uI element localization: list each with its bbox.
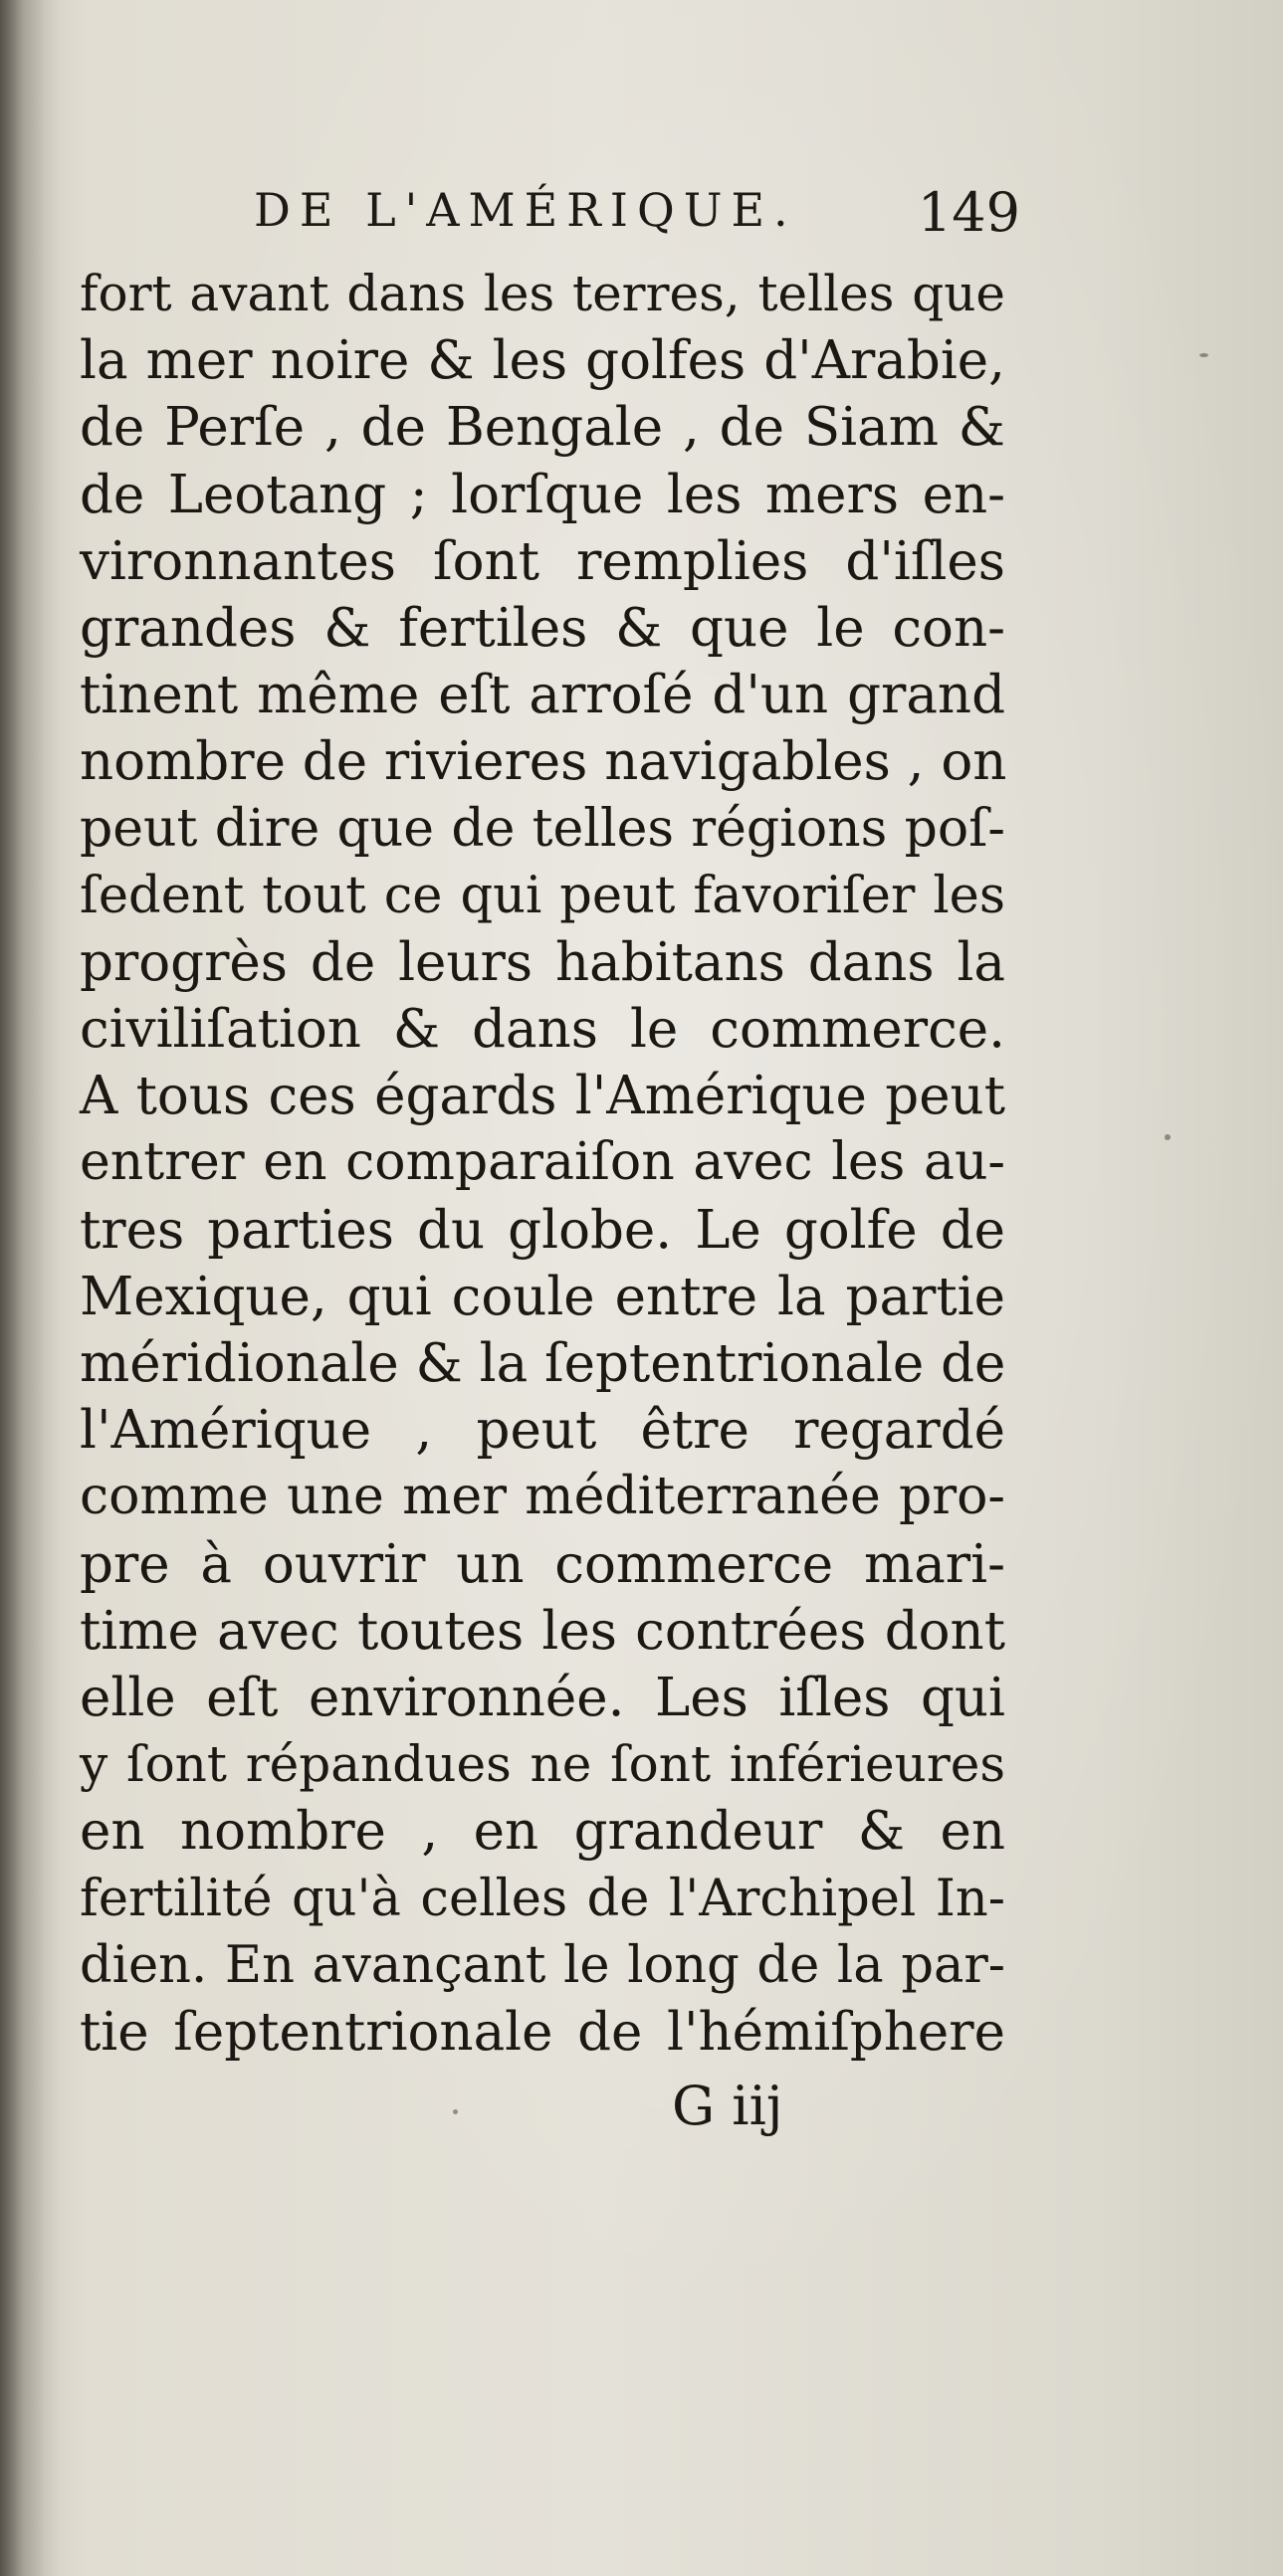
text-line: peut dire que de telles régions poſ- (80, 798, 1005, 859)
paper-speck (1199, 353, 1208, 357)
text-line: fertilité qu'à celles de l'Archipel In- (80, 1869, 1005, 1928)
text-line: nombre de rivieres navigables , on (80, 731, 1007, 793)
text-line: civiliſation & dans le commerce. (80, 999, 1005, 1061)
text-line: entrer en comparaiſon avec les au- (80, 1132, 1005, 1193)
text-line: de Leotang ; lorſque les mers en- (80, 464, 1005, 525)
paper-speck (1165, 1134, 1171, 1140)
text-line: comme une mer méditerranée pro- (80, 1467, 1005, 1527)
page-header (254, 177, 1020, 257)
gutter-shadow (0, 0, 60, 2576)
text-line: pre à ouvrir un commerce mari- (80, 1533, 1005, 1595)
text-line: tres parties du globe. Le golfe de (80, 1199, 1005, 1261)
text-line: en nombre , en grandeur & en (80, 1801, 1005, 1863)
text-line: vironnantes ſont remplies d'iſles (80, 530, 1005, 592)
text-line: y ſont répandues ne ſont inférieures (80, 1735, 1005, 1794)
text-line: progrès de leurs habitans dans la (80, 931, 1005, 993)
text-line: ſedent tout ce qui peut favoriſer les (80, 866, 1005, 925)
text-line: Mexique, qui coule entre la partie (80, 1266, 1005, 1327)
text-line: tie ſeptentrionale de l'hémiſphere (80, 2001, 1005, 2063)
text-line: tinent même eſt arroſé d'un grand (80, 665, 1005, 726)
text-line: dien. En avançant le long de la par- (80, 1935, 1005, 1995)
text-line: time avec toutes les contrées dont (80, 1600, 1005, 1662)
body-text (80, 261, 1005, 2066)
text-line: grandes & fertiles & que le con- (80, 597, 1005, 659)
text-line: A tous ces égards l'Amérique peut (80, 1066, 1005, 1127)
text-line: méridionale & la ſeptentrionale de (80, 1333, 1006, 1394)
page-number: 149 (917, 181, 1020, 244)
paper-speck (453, 2109, 458, 2114)
text-line: elle eſt environnée. Les iſles qui (80, 1667, 1005, 1728)
running-head: DE L'AMÉRIQUE. (254, 183, 797, 237)
text-line: l'Amérique , peut être regardé (80, 1400, 1005, 1462)
signature-mark: G iij (672, 2075, 783, 2137)
text-line: de Perſe , de Bengale , de Siam & (80, 397, 1005, 459)
text-line: la mer noire & les golfes d'Arabie, (80, 330, 1005, 392)
text-line: fort avant dans les terres, telles que (80, 265, 1005, 322)
